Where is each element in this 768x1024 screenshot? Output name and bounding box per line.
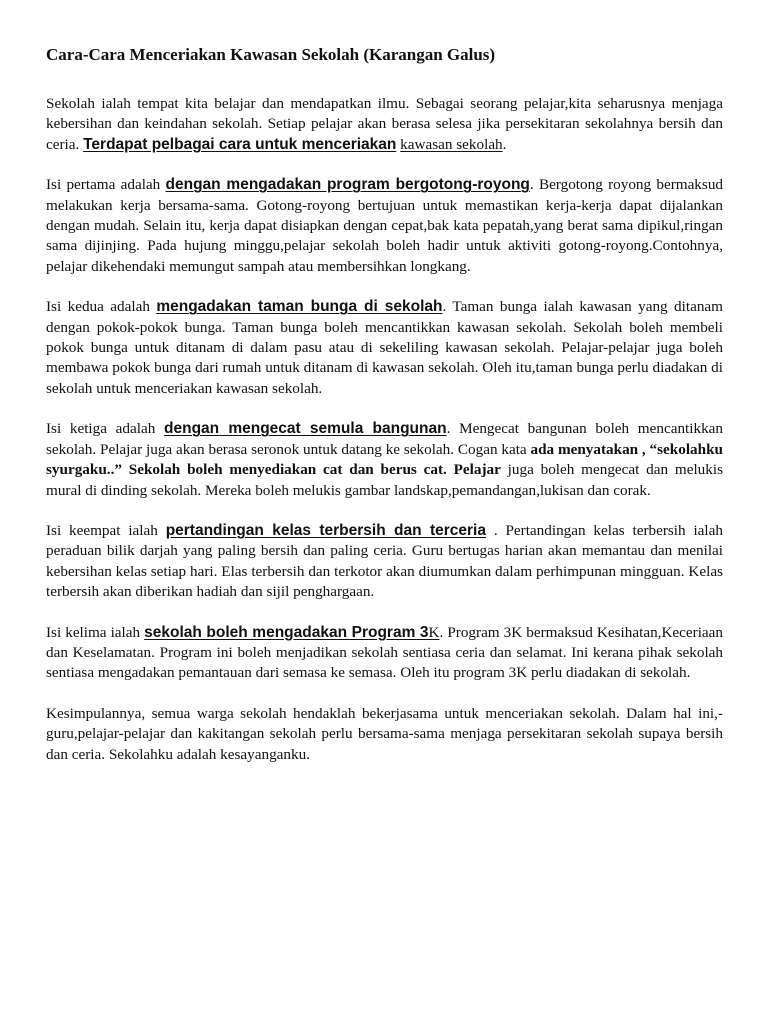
intro-highlight: Terdapat pelbagai cara untuk menceriakan [83,135,397,153]
point-2-highlight: mengadakan taman bunga di sekolah [156,298,443,316]
intro-text: Sekolah ialah tempat kita belajar dan mendapatkan ilmu. Sebagai seorang pelajar,kita seharusnya menjaga kebersihan dan keindahan sekolah. Setiap pelajar akan berasa selesa jika persekitaran sekolahnya bersih dan ceria. [46,95,723,153]
point-5-underlined: K [428,623,440,641]
point-4-intro: Isi keempat ialah [46,521,166,539]
point-3-paragraph [46,419,723,501]
point-3-body: . Mengecat bangunan boleh mencantikkan sekolah. Pelajar juga akan berasa seronok untuk datang ke sekolah. Cogan kata [46,420,723,458]
intro-paragraph [46,94,723,155]
point-2-intro: Isi kedua adalah [46,298,157,316]
intro-underlined: kawasan sekolah [400,135,503,153]
point-4-highlight: pertandingan kelas terbersih dan terceria [165,521,486,539]
point-2-paragraph [46,297,723,399]
document-title: Cara-Cara Menceriakan Kawasan Sekolah (Karangan Galus) [46,45,496,64]
point-5-intro: Isi kelima ialah [46,623,145,641]
point-1-intro: Isi pertama adalah [46,176,166,194]
point-3-highlight: dengan mengecat semula bangunan [164,420,447,438]
point-1-highlight: dengan mengadakan program bergotong-royong [165,176,530,194]
point-1-body: . Bergotong royong bermaksud melakukan kerja bersama-sama. Gotong-royong bertujuan untuk memastikan kerja-kerja dapat dijalankan dengan mudah. Selain itu, kerja dapat disiapkan dengan cepat,bak kata pepatah,yang berat sama dipikul,ringan sama dijinjing. Pada hujung minggu,pelajar sekolah boleh hadir untuk aktiviti gotong-royong.Contohnya, pelajar dikehendaki memungut sampah atau membersihkan longkang. [46,176,724,275]
point-5-paragraph [46,623,723,684]
point-4-body: . Pertandingan kelas terbersih ialah peraduan bilik darjah yang paling bersih dan paling ceria. Guru bertugas harian akan memantau dan menilai kebersihan kelas setiap hari. Elas terbersih dan terkotor akan diumumkan dalam perhimpunan mingguan. Kelas terbersih akan diberikan hadiah dan sijil penghargaan. [46,521,723,601]
point-4-paragraph [46,521,723,603]
point-3-bold-quote: ada menyatakan , “sekolahku syurgaku..” Sekolah boleh menyediakan cat dan berus cat. Pelajar [46,440,723,479]
point-5-highlight: sekolah boleh mengadakan Program 3 [144,623,429,641]
intro-end: . [502,135,507,153]
point-3-body-end: juga boleh mengecat dan melukis mural di dinding sekolah. Mereka boleh melukis gambar landskap,pemandangan,lukisan dan corak. [46,461,723,499]
point-1-paragraph [46,175,723,277]
conclusion-paragraph: Kesimpulannya, semua warga sekolah hendaklah bekerjasama untuk menceriakan sekolah. Dalam hal ini,-guru,pelajar-pelajar dan kakitangan sekolah perlu bersama-sama menjaga persekitaran sekolah supaya bersih dan ceria. Sekolahku adalah kesayanganku. [46,704,723,763]
point-3-intro: Isi ketiga adalah [46,420,165,438]
point-2-body: . Taman bunga ialah kawasan yang ditanam dengan pokok-pokok bunga. Taman bunga boleh mencantikkan kawasan sekolah. Sekolah boleh membeli pokok bunga untuk ditanam di dalam pasu atau di sekeliling kawasan sekolah. Pelajar-pelajar juga boleh membawa pokok bunga dari rumah untuk ditanam di kawasan sekolah. Oleh itu,taman bunga perlu diadakan di sekolah untuk menceriakan kawasan sekolah. [46,298,723,397]
point-5-body: . Program 3K bermaksud Kesihatan,Keceriaan dan Keselamatan. Program ini boleh menjadikan sekolah sentiasa ceria dan selamat. Ini kerana pihak sekolah sentiasa mengadakan pemantauan dari semasa ke semasa. Oleh itu program 3K perlu diadakan di sekolah. [46,623,724,682]
document-page [46,44,723,785]
